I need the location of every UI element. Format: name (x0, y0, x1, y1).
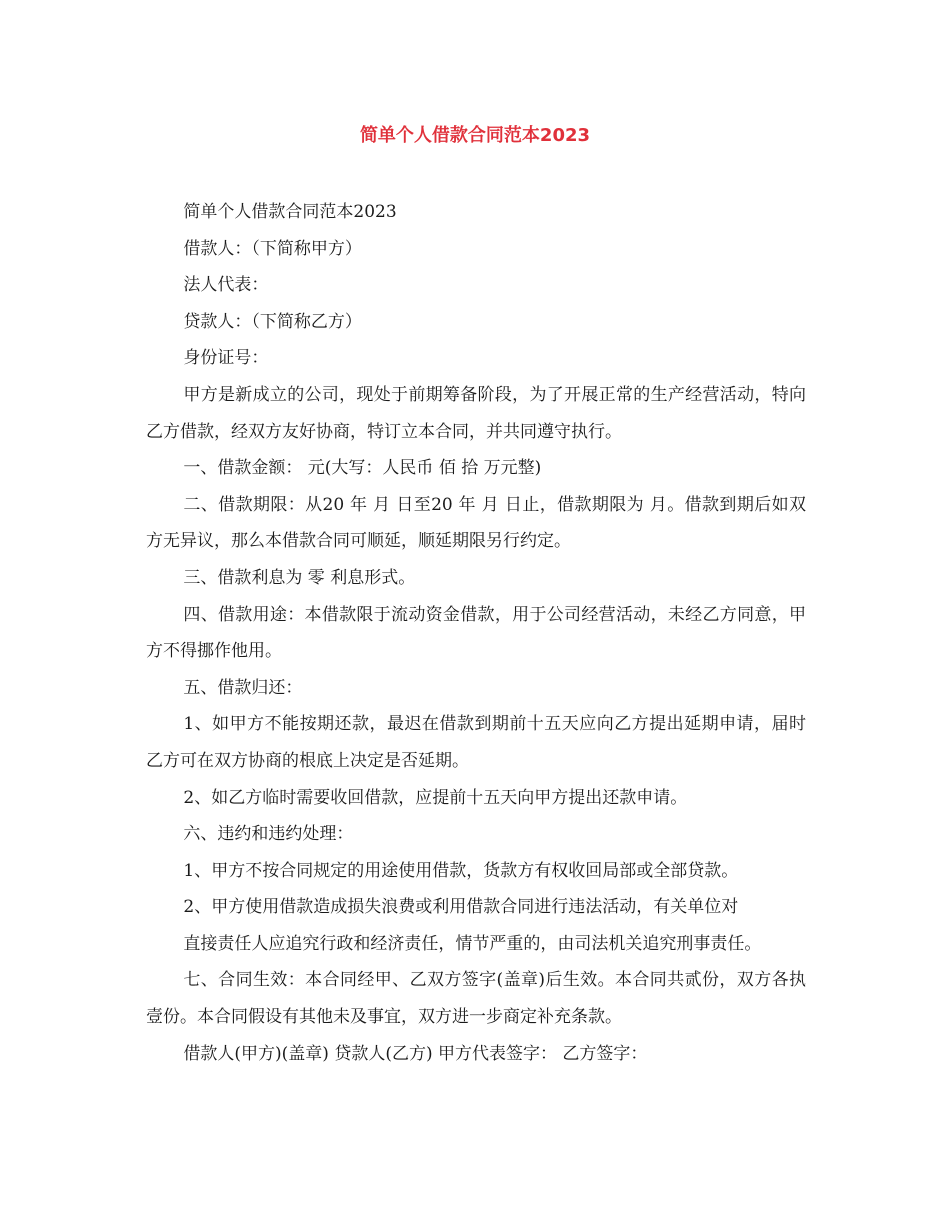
paragraph-preamble: 甲方是新成立的公司，现处于前期筹备阶段，为了开展正常的生产经营活动，特向乙方借款，经双方友好协商，特订立本合同，并共同遵守执行。 (146, 384, 806, 442)
paragraph-lender: 贷款人：（下简称乙方） (183, 311, 362, 332)
paragraph-heading: 简单个人借款合同范本2023 (183, 202, 397, 222)
paragraph-clause-purpose: 四、借款用途：本借款限于流动资金借款，用于公司经营活动，未经乙方同意，甲方不得挪作他用。 (146, 604, 806, 662)
paragraph-clause-effect: 七、合同生效：本合同经甲、乙双方签字(盖章)后生效。本合同共贰份，双方各执壹份。本合同假设有其他未及事宜，双方进一步商定补充条款。 (146, 970, 806, 1028)
paragraph-breach-item-2-cont: 直接责任人应追究行政和经济责任，情节严重的，由司法机关追究刑事责任。 (183, 933, 762, 954)
document-title: 简单个人借款合同范本2023 (359, 125, 591, 146)
paragraph-clause-interest: 三、借款利息为 零 利息形式。 (183, 567, 416, 588)
paragraph-signatures: 借款人(甲方)(盖章) 贷款人(乙方) 甲方代表签字： 乙方签字： (183, 1043, 648, 1064)
paragraph-repayment-item-1: 1、如甲方不能按期还款，最迟在借款到期前十五天应向乙方提出延期申请，届时乙方可在双方协商的根底上决定是否延期。 (146, 714, 806, 771)
paragraph-id-number: 身份证号： (183, 348, 269, 369)
paragraph-repayment-item-2: 2、如乙方临时需要收回借款，应提前十五天向甲方提出还款申请。 (183, 787, 688, 808)
paragraph-clause-repayment: 五、借款归还： (183, 677, 303, 698)
paragraph-borrower: 借款人：（下简称甲方） (183, 238, 362, 259)
paragraph-breach-item-1: 1、甲方不按合同规定的用途使用借款，货款方有权收回局部或全部贷款。 (183, 860, 739, 881)
paragraph-clause-term: 二、借款期限：从20 年 月 日至20 年 月 日止，借款期限为 月。借款到期后如双方无异议，那么本借款合同可顺延，顺延期限另行约定。 (146, 494, 806, 552)
document-body (146, 194, 806, 1072)
paragraph-legal-rep: 法人代表： (183, 275, 269, 296)
paragraph-clause-breach: 六、违约和违约处理： (183, 824, 354, 845)
paragraph-breach-item-2: 2、甲方使用借款造成损失浪费或利用借款合同进行违法活动，有关单位对 (183, 897, 739, 918)
paragraph-clause-amount: 一、借款金额： 元(大写：人民币 佰 拾 万元整) (183, 458, 542, 479)
